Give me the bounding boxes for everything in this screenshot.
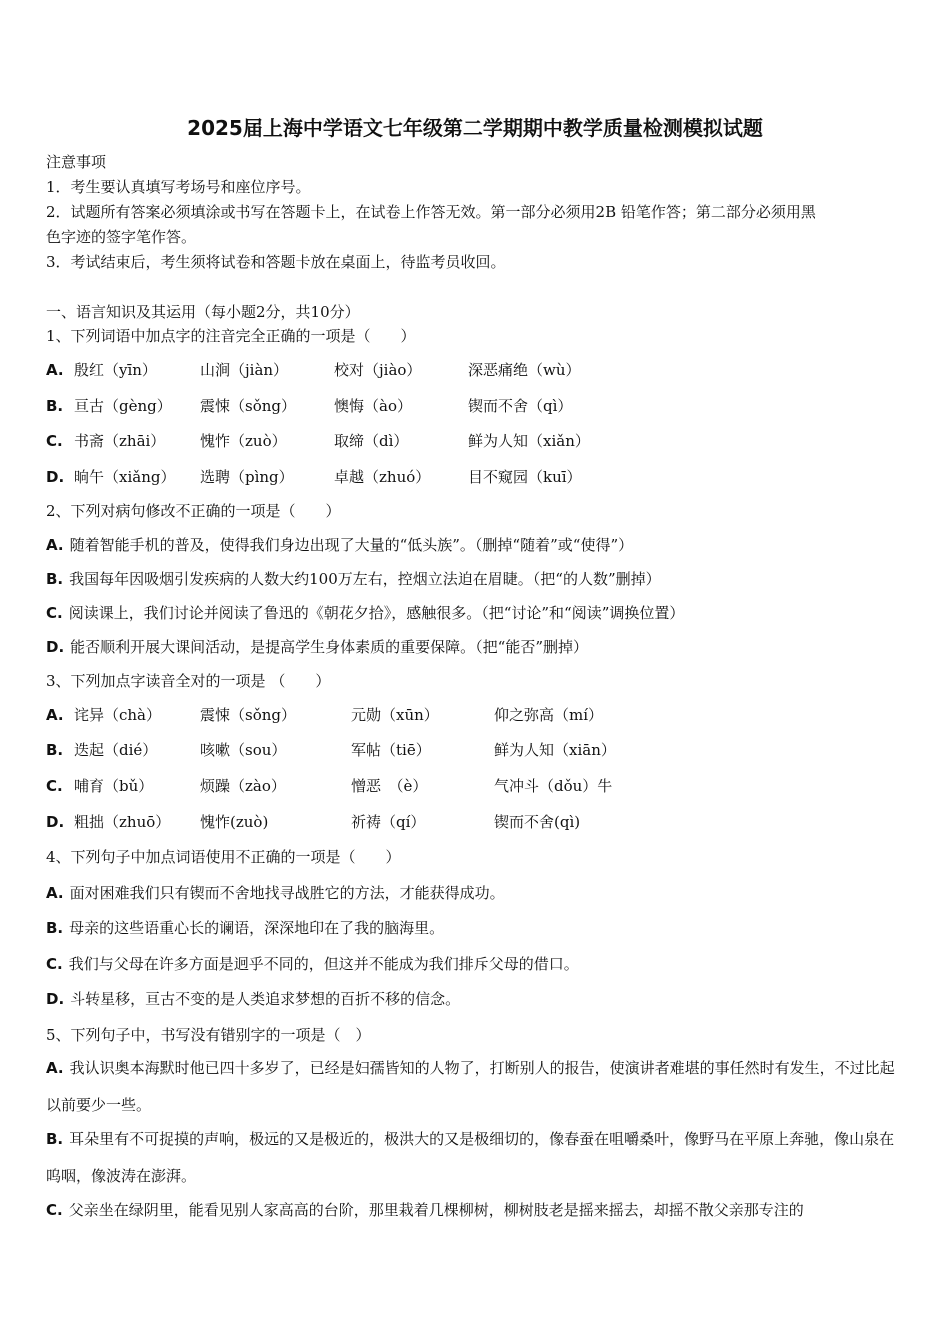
page-title: 2025届上海中学语文七年级第二学期期中教学质量检测模拟试题 (187, 116, 763, 140)
option-text: 斗转星移，亘古不变的是人类追求梦想的百折不移的信念。 (70, 990, 461, 1008)
option-label: A. (46, 361, 64, 379)
option-cell: 鲜为人知（xiān） (494, 741, 616, 759)
option-cell: 烦躁（zào） (200, 777, 286, 795)
option-cell: 卓越（zhuó） (334, 468, 431, 486)
option-line (46, 535, 633, 555)
option-label: B. (46, 570, 64, 588)
option-label: D. (46, 468, 65, 486)
option-label: A. (46, 536, 64, 554)
notice-item: 2．试题所有答案必须填涂或书写在答题卡上，在试卷上作答无效。第一部分必须用2B 铅笔作答；第二部分必须用黑 (46, 203, 816, 221)
option-label: C. (46, 955, 63, 973)
notice-item: 3．考试结束后，考生须将试卷和答题卡放在桌面上，待监考员收回。 (46, 253, 506, 271)
option-label: B. (46, 1130, 64, 1148)
notice-heading: 注意事项 (46, 153, 107, 171)
option-text: 我们与父母在许多方面是迥乎不同的，但这并不能成为我们排斥父母的借口。 (68, 955, 579, 973)
option-cell: 咳嗽（sou） (200, 741, 287, 759)
option-cell: 深恶痛绝（wù） (468, 361, 581, 379)
question-stem: 3、下列加点字读音全对的一项是 （ ） (46, 672, 331, 690)
option-text: 我认识奥本海默时他已四十多岁了，已经是妇孺皆知的人物了，打断别人的报告，使演讲者难堪的事任然时有发生，不过比起以前要少一些。 (46, 1059, 895, 1114)
option-label: C. (46, 777, 63, 795)
option-cell: 气冲斗（dǒu）牛 (494, 777, 613, 795)
notice-item: 色字迹的签字笔作答。 (46, 228, 197, 246)
option-paragraph (46, 1121, 906, 1195)
question-stem: 1、下列词语中加点字的注音完全正确的一项是（ ） (46, 327, 416, 345)
option-cell: 粗拙（zhuō） (74, 813, 171, 831)
option-label: D. (46, 813, 65, 831)
option-line (46, 954, 579, 974)
option-line (46, 918, 444, 938)
option-cell: 锲而不舍(qì) (494, 813, 581, 831)
option-cell: 鲜为人知（xiǎn） (468, 432, 590, 450)
option-cell: 目不窥园（kuī） (468, 468, 582, 486)
option-cell: 亘古（gèng） (74, 397, 172, 415)
option-cell: 山涧（jiàn） (200, 361, 289, 379)
option-line (46, 989, 460, 1009)
option-text: 能否顺利开展大课间活动，是提高学生身体素质的重要保障。（把“能否”删掉） (70, 638, 588, 656)
notice-item: 1．考生要认真填写考场号和座位序号。 (46, 178, 311, 196)
option-text: 阅读课上，我们讨论并阅读了鲁迅的《朝花夕拾》，感触很多。（把“讨论”和“阅读”调换位置） (68, 604, 685, 622)
option-label: C. (46, 432, 63, 450)
option-cell: 憎恶 （è） (351, 777, 428, 795)
option-text: 随着智能手机的普及，使得我们身边出现了大量的“低头族”。（删掉“随着”或“使得”） (69, 536, 634, 554)
option-text: 父亲坐在绿阴里，能看见别人家高高的台阶，那里栽着几棵柳树，柳树肢老是摇来摇去，却摇不散父亲那专注的 (68, 1201, 804, 1219)
option-cell: 取缔（dì） (334, 432, 409, 450)
option-line (46, 883, 505, 903)
option-label: C. (46, 604, 63, 622)
option-cell: 迭起（dié） (74, 741, 158, 759)
question-stem: 5、下列句子中，书写没有错别字的一项是（ ） (46, 1026, 371, 1044)
option-paragraph (46, 1050, 906, 1124)
option-cell: 愧怍（zuò） (200, 432, 287, 450)
option-cell: 愧怍(zuò) (200, 813, 269, 831)
option-label: C. (46, 1201, 63, 1219)
option-cell: 震悚（sǒng） (200, 397, 296, 415)
option-label: B. (46, 919, 64, 937)
option-label: A. (46, 884, 64, 902)
option-text: 面对困难我们只有锲而不舍地找寻战胜它的方法，才能获得成功。 (69, 884, 505, 902)
option-cell: 锲而不舍（qì） (468, 397, 573, 415)
option-cell: 懊悔（ào） (334, 397, 412, 415)
option-cell: 哺育（bǔ） (74, 777, 154, 795)
option-cell: 诧异（chà） (74, 706, 162, 724)
option-cell: 军帖（tiē） (351, 741, 431, 759)
option-label: B. (46, 397, 64, 415)
option-cell: 元勋（xūn） (351, 706, 439, 724)
option-cell: 祈祷（qí） (351, 813, 426, 831)
option-cell: 选聘（pìng） (200, 468, 294, 486)
option-line (46, 569, 661, 589)
option-cell: 书斋（zhāi） (74, 432, 166, 450)
option-label: B. (46, 741, 64, 759)
option-cell: 校对（jiào） (334, 361, 422, 379)
option-text: 母亲的这些语重心长的谰语，深深地印在了我的脑海里。 (69, 919, 445, 937)
option-label: A. (46, 1059, 64, 1077)
question-stem: 4、下列句子中加点词语使用不正确的一项是（ ） (46, 848, 401, 866)
option-cell: 殷红（yīn） (74, 361, 157, 379)
option-line (46, 637, 588, 657)
option-text: 耳朵里有不可捉摸的声响，极远的又是极近的，极洪大的又是极细切的，像春蚕在咀嚼桑叶，像野马在平原上奔驰，像山泉在呜咽，像波涛在澎湃。 (46, 1130, 895, 1185)
option-text: 我国每年因吸烟引发疾病的人数大约100万左右，控烟立法迫在眉睫。（把“的人数”删掉） (69, 570, 661, 588)
option-paragraph (46, 1192, 906, 1229)
section-heading: 一、语言知识及其运用（每小题2分，共10分） (46, 303, 360, 321)
option-cell: 仰之弥高（mí） (494, 706, 604, 724)
option-label: A. (46, 706, 64, 724)
option-label: D. (46, 638, 65, 656)
option-label: D. (46, 990, 65, 1008)
option-line (46, 603, 684, 623)
option-cell: 晌午（xiǎng） (74, 468, 176, 486)
option-cell: 震悚（sǒng） (200, 706, 296, 724)
question-stem: 2、下列对病句修改不正确的一项是（ ） (46, 502, 341, 520)
